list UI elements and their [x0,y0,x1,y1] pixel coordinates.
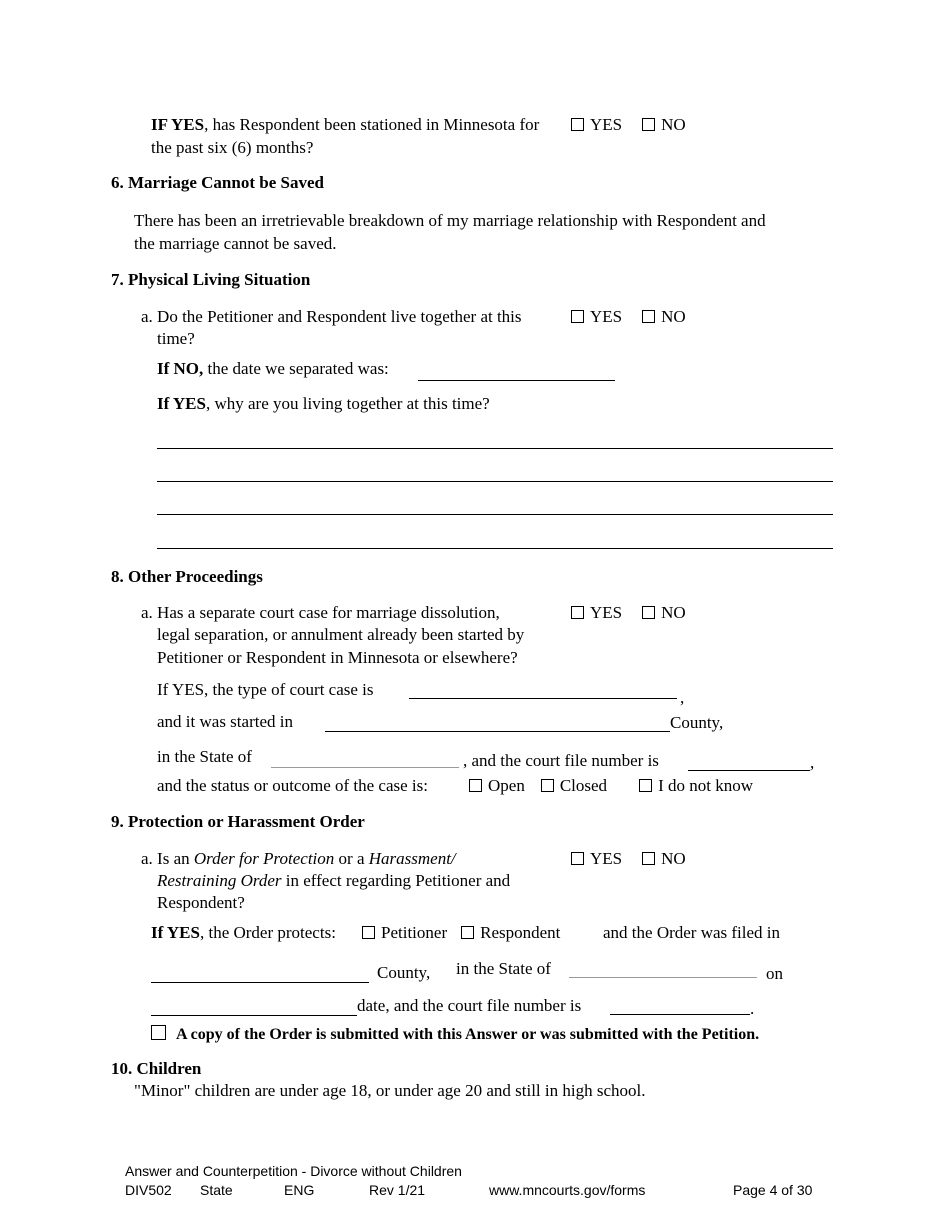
stationed-no-option[interactable]: NO [642,114,686,136]
other-case-no-option[interactable]: NO [642,602,686,624]
footer-url[interactable]: www.mncourts.gov/forms [489,1182,646,1198]
case-status-options [469,775,773,797]
case-state-field[interactable] [271,767,459,768]
protects-respondent-option[interactable]: Respondent [461,922,560,944]
protection-order-no-option[interactable]: NO [642,848,686,870]
other-case-yes-checkbox[interactable] [571,606,584,619]
protection-order-yes-checkbox[interactable] [571,852,584,865]
order-file-number-period: . [750,999,755,1018]
other-case-yes-no [571,602,706,624]
protects-respondent-checkbox[interactable] [461,926,474,939]
section-9-question-a-line1: a. Is an Order for Protection or a Harassment/ [141,849,456,868]
protection-order-yes-no [571,848,706,870]
status-closed-option[interactable]: Closed [541,775,607,797]
other-case-yes-option[interactable]: YES [571,602,622,624]
order-copy-statement[interactable]: A copy of the Order is submitted with this Answer or was submitted with the Petition. [151,1023,759,1046]
section-8-question-a-line2: legal separation, or annulment already been started by [157,625,525,644]
case-file-number-field[interactable] [688,770,810,771]
order-protects-label: If YES, the Order protects: [151,923,336,942]
case-file-comma: , [810,753,815,772]
stationed-yes-checkbox[interactable] [571,118,584,131]
order-on-label: on [766,964,783,983]
stationed-line2: the past six (6) months? [151,138,314,157]
section-7-question-a-line2: time? [157,329,195,348]
separation-date-label: If NO, the date we separated was: [157,359,389,378]
separation-date-field[interactable] [418,380,615,381]
stationed-bold: IF YES [151,115,205,134]
stationed-yes-option[interactable]: YES [571,114,622,136]
order-file-number-field[interactable] [610,1014,750,1015]
other-case-no-checkbox[interactable] [642,606,655,619]
living-together-no-option[interactable]: NO [642,306,686,328]
status-unknown-option[interactable]: I do not know [639,775,753,797]
order-filed-label: and the Order was filed in [603,923,781,942]
section-8-question-a-line3: Petitioner or Respondent in Minnesota or elsewhere? [157,648,518,667]
section-8-question-a-line1: a. Has a separate court case for marriage dissolution, [141,603,500,622]
case-county-field[interactable] [325,731,670,732]
stationed-question [151,114,539,136]
status-open-checkbox[interactable] [469,779,482,792]
reason-line-1[interactable] [157,448,833,449]
status-closed-checkbox[interactable] [541,779,554,792]
section-7-question-a-line1: a. Do the Petitioner and Respondent live together at this [141,307,522,326]
living-together-yes-no [571,306,706,328]
order-copy-checkbox[interactable] [151,1025,166,1040]
case-type-field[interactable] [409,698,677,699]
case-started-label: and it was started in [157,712,293,731]
section-6-line1: There has been an irretrievable breakdown of my marriage relationship with Respondent and [134,211,766,230]
case-state-label: in the State of [157,747,252,766]
footer-revision: Rev 1/21 [369,1182,426,1198]
protects-petitioner-option[interactable]: Petitioner [362,922,447,944]
order-date-field[interactable] [151,1015,357,1016]
status-unknown-checkbox[interactable] [639,779,652,792]
order-county-label: County, [377,963,431,982]
protects-petitioner-checkbox[interactable] [362,926,375,939]
protection-order-no-checkbox[interactable] [642,852,655,865]
order-state-label: in the State of [456,959,551,978]
section-9-question-a-line2: Restraining Order in effect regarding Petitioner and [157,871,511,890]
footer-page-number: Page 4 of 30 [733,1182,813,1198]
case-county-label: County, [670,713,724,732]
stationed-yes-no [571,114,706,136]
order-protects-options [362,922,560,944]
case-file-label: , and the court file number is [463,751,659,770]
section-6-heading: 6. Marriage Cannot be Saved [111,173,324,192]
living-together-reason-label: If YES, why are you living together at this time? [157,394,490,413]
living-together-no-checkbox[interactable] [642,310,655,323]
reason-line-2[interactable] [157,481,833,482]
section-9-heading: 9. Protection or Harassment Order [111,812,365,831]
section-9-question-a-line3: Respondent? [157,893,245,912]
order-county-field[interactable] [151,982,369,983]
case-status-label: and the status or outcome of the case is: [157,776,428,795]
living-together-yes-checkbox[interactable] [571,310,584,323]
section-8-heading: 8. Other Proceedings [111,567,263,586]
living-together-yes-option[interactable]: YES [571,306,622,328]
order-file-number-label: date, and the court file number is [357,996,582,1015]
stationed-line1: , has Respondent been stationed in Minnesota for [204,115,540,134]
footer-title: Answer and Counterpetition - Divorce without Children [125,1163,462,1179]
section-6-line2: the marriage cannot be saved. [134,234,337,253]
case-type-label: If YES, the type of court case is [157,680,374,699]
reason-line-3[interactable] [157,514,833,515]
section-10-text: "Minor" children are under age 18, or under age 20 and still in high school. [134,1081,646,1100]
footer-form-id: DIV502 [125,1182,172,1198]
order-state-field[interactable] [569,977,757,978]
reason-line-4[interactable] [157,548,833,549]
section-10-heading: 10. Children [111,1059,202,1078]
footer-jurisdiction: State [200,1182,233,1198]
status-open-option[interactable]: Open [469,775,525,797]
stationed-no-checkbox[interactable] [642,118,655,131]
section-7-heading: 7. Physical Living Situation [111,270,311,289]
case-type-comma: , [680,688,685,707]
footer-language: ENG [284,1182,315,1198]
protection-order-yes-option[interactable]: YES [571,848,622,870]
